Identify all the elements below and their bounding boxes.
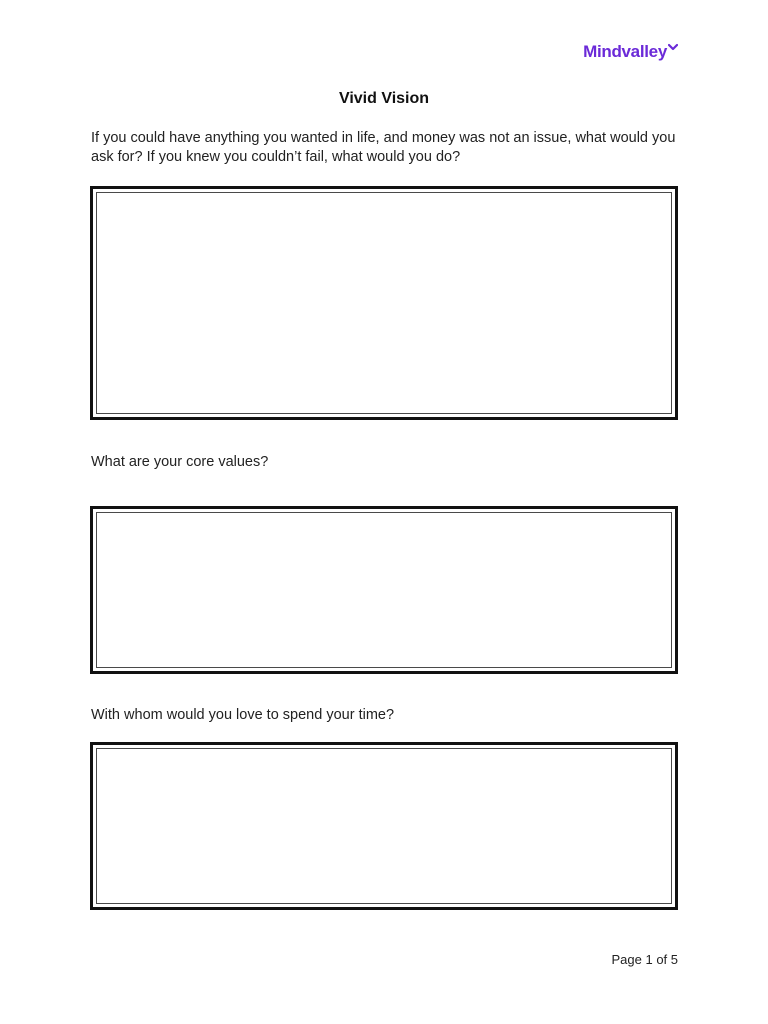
answer-box-2-inner	[96, 512, 672, 668]
answer-box-1-inner	[96, 192, 672, 414]
brand-name: Mindvalley	[583, 42, 667, 61]
question-2-prompt: What are your core values?	[91, 454, 269, 470]
question-1-prompt: If you could have anything you wanted in life, and money was not an issue, what would you ask for? If you knew you couldn’t fail, what would you do?	[91, 130, 676, 165]
page-title: Vivid Vision	[338, 90, 430, 107]
page-number: Page 1 of 5	[611, 952, 678, 967]
answer-box-2[interactable]	[90, 506, 678, 674]
brand-logo	[583, 42, 678, 62]
answer-box-3-inner	[96, 748, 672, 904]
mindvalley-chevron-icon	[668, 43, 678, 53]
question-3-prompt: With whom would you love to spend your time?	[91, 707, 395, 723]
answer-box-3[interactable]	[90, 742, 678, 910]
answer-box-1[interactable]	[90, 186, 678, 420]
